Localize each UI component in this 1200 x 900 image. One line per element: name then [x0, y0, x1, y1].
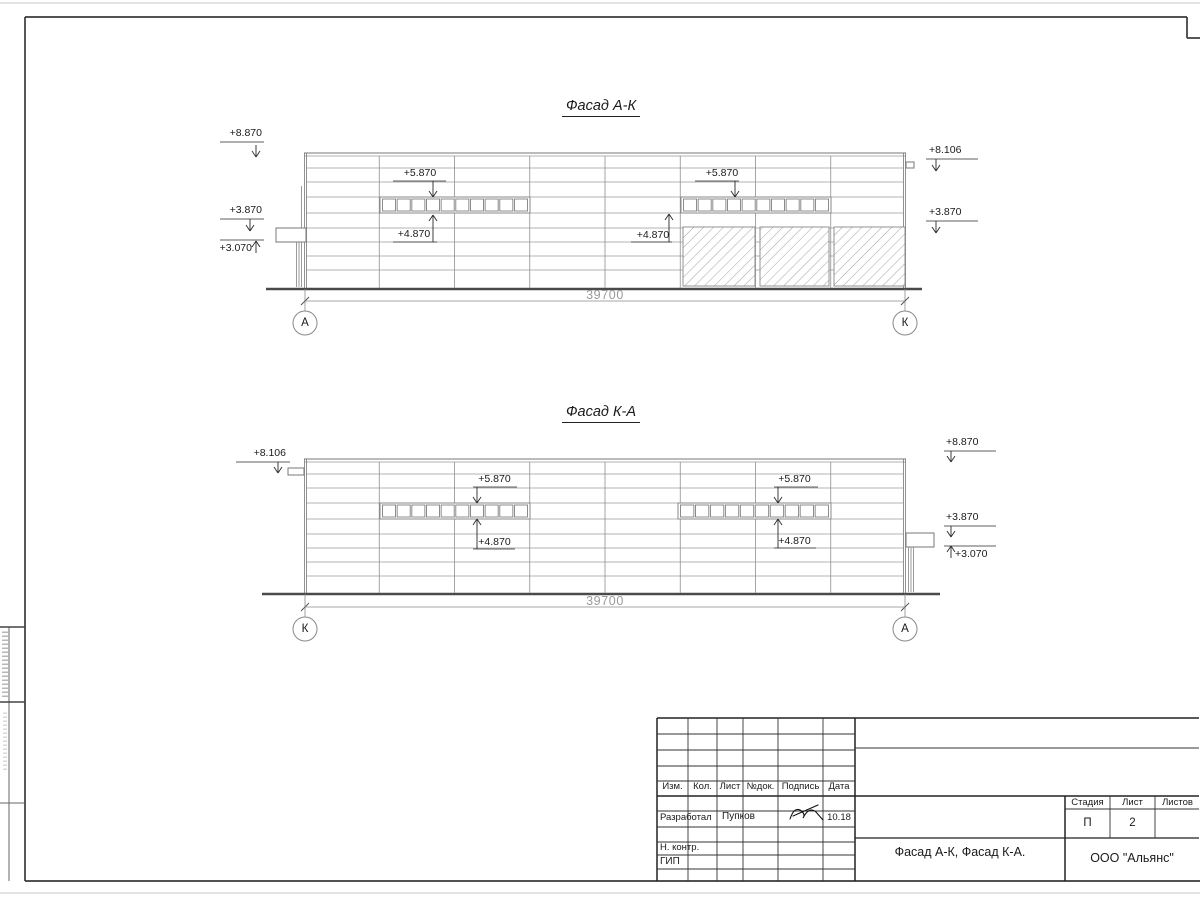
axis-label: К [301, 623, 309, 635]
elevation-mark: +4.870 [478, 536, 511, 548]
facade-a-k-linework [266, 153, 922, 289]
elevation-mark: +3.070 [219, 242, 252, 254]
titleblock-header-izm: Изм. [662, 781, 683, 792]
titleblock-stage-value: П [1083, 817, 1092, 829]
titleblock-developer-name: Пупков [722, 811, 755, 822]
margin-stamp-microtext [3, 712, 7, 770]
elevation-mark: +4.870 [778, 535, 811, 547]
titleblock-sheet-value: 2 [1129, 817, 1136, 829]
titleblock-header-kol: Кол. [693, 781, 712, 792]
elevation-mark: +8.870 [946, 436, 979, 448]
elevation-mark: +5.870 [478, 473, 511, 485]
titleblock-sheet-label: Лист [1122, 797, 1143, 808]
titleblock-stage-label: Стадия [1071, 797, 1104, 808]
margin-stamp-microtext [2, 631, 8, 697]
elevation-mark: +5.870 [403, 167, 437, 179]
facade-k-a-linework [262, 459, 940, 594]
facade-top-title: Фасад А-К [516, 99, 686, 114]
axis-label: А [901, 623, 909, 635]
elevation-mark: +3.070 [955, 548, 988, 560]
elevation-mark: +3.870 [229, 204, 262, 216]
elevation-mark: +5.870 [778, 473, 811, 485]
page-frame [0, 3, 1200, 893]
titleblock-role-gip: ГИП [660, 856, 680, 867]
signature [790, 805, 823, 820]
titleblock-header-ndok: №док. [746, 781, 775, 792]
titleblock-header-data: Дата [828, 781, 850, 792]
facade-bottom-title: Фасад К-А [516, 405, 686, 420]
elevation-mark: +3.870 [946, 511, 979, 523]
titleblock-sheets-label: Листов [1162, 797, 1193, 808]
axis-label: К [901, 317, 909, 329]
titleblock-header-list: Лист [719, 781, 741, 792]
titleblock-doc-title: Фасад А-К, Фасад К-А. [894, 845, 1026, 859]
titleblock-organization: ООО "Альянс" [1090, 851, 1174, 865]
elevation-mark: +5.870 [705, 167, 739, 179]
elevation-mark: +8.870 [229, 127, 262, 139]
axis-label: А [301, 317, 309, 329]
elevation-mark: +3.870 [929, 206, 962, 218]
titleblock-header-podpis: Подпись [781, 781, 820, 792]
elevation-marks [220, 142, 996, 558]
elevation-mark: +8.106 [929, 144, 962, 156]
elevation-mark: +4.870 [397, 228, 431, 240]
titleblock-developer-date: 10.18 [827, 812, 851, 823]
titleblock-role-ncontr: Н. контр. [660, 842, 700, 853]
dimension-text: 39700 [586, 288, 624, 302]
elevation-mark: +4.870 [636, 229, 670, 241]
dimension-text: 39700 [586, 594, 624, 608]
titleblock-role-developer: Разработал [660, 812, 712, 823]
elevation-mark: +8.106 [253, 447, 286, 459]
